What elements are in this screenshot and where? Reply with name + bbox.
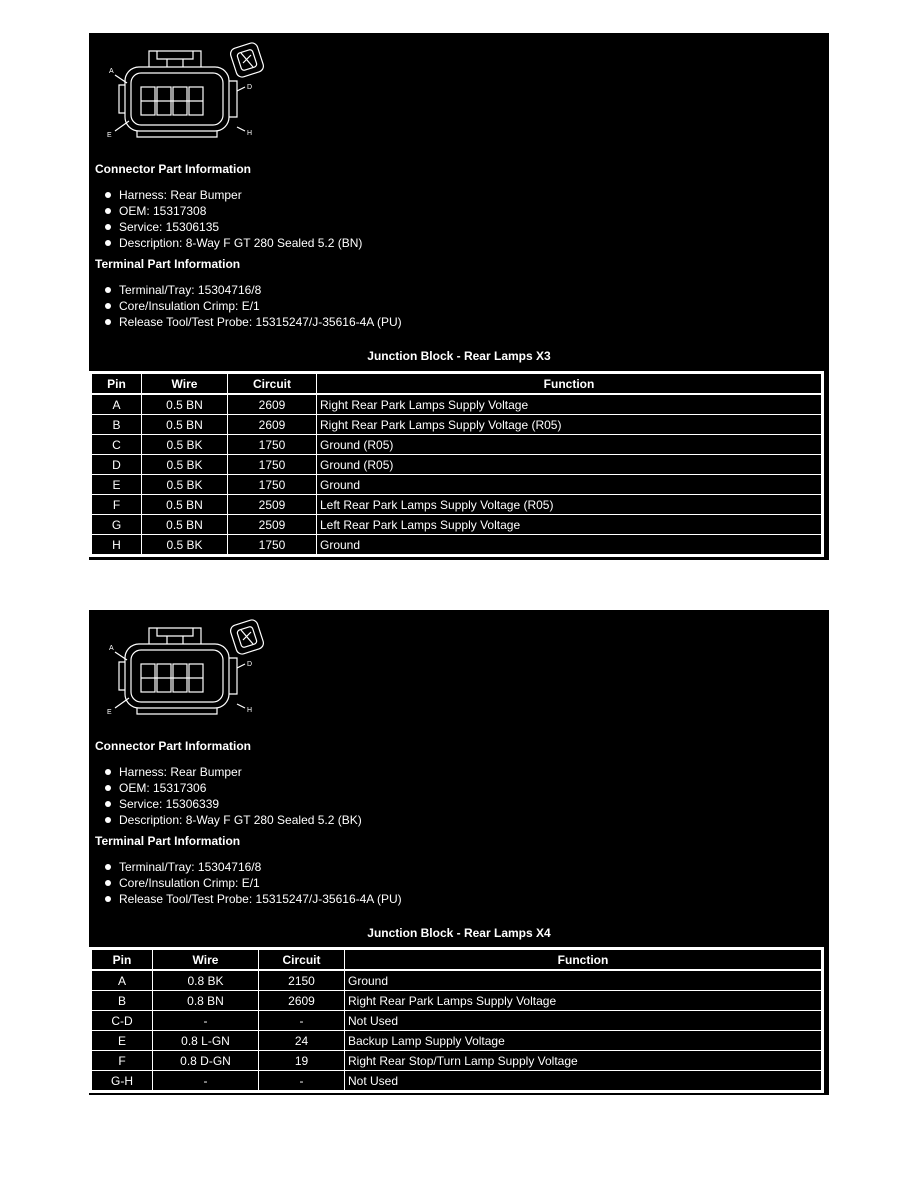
pin-label-h: H bbox=[247, 130, 253, 137]
pinout-table bbox=[91, 373, 822, 555]
pin-cell: D bbox=[92, 455, 142, 475]
pin-label-h: H bbox=[247, 707, 253, 714]
wire-cell: - bbox=[153, 1071, 259, 1091]
function-cell: Right Rear Park Lamps Supply Voltage (R05) bbox=[317, 415, 822, 435]
column-header: Wire bbox=[142, 374, 228, 395]
wire-cell: 0.5 BN bbox=[142, 515, 228, 535]
column-header: Circuit bbox=[259, 950, 345, 971]
column-header: Function bbox=[345, 950, 822, 971]
table-row bbox=[92, 1071, 822, 1091]
column-header: Pin bbox=[92, 950, 153, 971]
column-header: Pin bbox=[92, 374, 142, 395]
circuit-cell: 2150 bbox=[259, 970, 345, 991]
function-cell: Ground bbox=[317, 535, 822, 555]
function-cell: Ground (R05) bbox=[317, 435, 822, 455]
pin-label-e: E bbox=[107, 709, 112, 716]
circuit-cell: 2509 bbox=[228, 495, 317, 515]
table-row bbox=[92, 970, 822, 991]
list-item: Core/Insulation Crimp: E/1 bbox=[103, 298, 402, 314]
list-item: Harness: Rear Bumper bbox=[103, 764, 362, 780]
list-item: OEM: 15317306 bbox=[103, 780, 362, 796]
wire-cell: 0.5 BN bbox=[142, 415, 228, 435]
function-cell: Right Rear Stop/Turn Lamp Supply Voltage bbox=[345, 1051, 822, 1071]
table-row bbox=[92, 455, 822, 475]
pin-cell: E bbox=[92, 1031, 153, 1051]
connector-panel-x4 bbox=[89, 610, 829, 1095]
circuit-cell: 2609 bbox=[228, 394, 317, 415]
pin-cell: A bbox=[92, 970, 153, 991]
pin-cell: A bbox=[92, 394, 142, 415]
table-row bbox=[92, 415, 822, 435]
function-cell: Right Rear Park Lamps Supply Voltage bbox=[345, 991, 822, 1011]
list-item: Service: 15306135 bbox=[103, 219, 362, 235]
connector-info-list bbox=[103, 187, 362, 251]
pin-cell: G bbox=[92, 515, 142, 535]
list-item: Harness: Rear Bumper bbox=[103, 187, 362, 203]
column-header: Function bbox=[317, 374, 822, 395]
pin-cell: G-H bbox=[92, 1071, 153, 1091]
pin-cell: E bbox=[92, 475, 142, 495]
pin-cell: F bbox=[92, 495, 142, 515]
wire-cell: 0.5 BK bbox=[142, 475, 228, 495]
list-item: Core/Insulation Crimp: E/1 bbox=[103, 875, 402, 891]
list-item: Description: 8-Way F GT 280 Sealed 5.2 (BK) bbox=[103, 812, 362, 828]
pin-label-e: E bbox=[107, 132, 112, 139]
pin-label-d: D bbox=[247, 661, 253, 668]
table-header-row bbox=[92, 950, 822, 971]
circuit-cell: 1750 bbox=[228, 475, 317, 495]
circuit-cell: 24 bbox=[259, 1031, 345, 1051]
pin-cell: F bbox=[92, 1051, 153, 1071]
terminal-info-heading: Terminal Part Information bbox=[95, 834, 241, 848]
table-row bbox=[92, 495, 822, 515]
list-item: Terminal/Tray: 15304716/8 bbox=[103, 859, 402, 875]
pin-label-d: D bbox=[247, 84, 253, 91]
wire-cell: 0.5 BN bbox=[142, 495, 228, 515]
table-row bbox=[92, 515, 822, 535]
pin-label-a: A bbox=[109, 645, 114, 652]
wire-cell: 0.5 BK bbox=[142, 535, 228, 555]
connector-info-list bbox=[103, 764, 362, 828]
column-header: Wire bbox=[153, 950, 259, 971]
table-row bbox=[92, 475, 822, 495]
wire-cell: 0.5 BK bbox=[142, 455, 228, 475]
pin-cell: C bbox=[92, 435, 142, 455]
list-item: OEM: 15317308 bbox=[103, 203, 362, 219]
list-item: Release Tool/Test Probe: 15315247/J-35616-4A (PU) bbox=[103, 891, 402, 907]
function-cell: Not Used bbox=[345, 1071, 822, 1091]
table-row bbox=[92, 1011, 822, 1031]
table-header-row bbox=[92, 374, 822, 395]
terminal-info-heading: Terminal Part Information bbox=[95, 257, 241, 271]
circuit-cell: 1750 bbox=[228, 435, 317, 455]
table-row bbox=[92, 535, 822, 555]
table-row bbox=[92, 1051, 822, 1071]
terminal-info-list bbox=[103, 859, 402, 907]
column-header: Circuit bbox=[228, 374, 317, 395]
connector-diagram-icon bbox=[101, 614, 269, 722]
list-item: Terminal/Tray: 15304716/8 bbox=[103, 282, 402, 298]
pin-cell: H bbox=[92, 535, 142, 555]
table-row bbox=[92, 435, 822, 455]
circuit-cell: 2509 bbox=[228, 515, 317, 535]
pinout-table bbox=[91, 949, 822, 1091]
function-cell: Backup Lamp Supply Voltage bbox=[345, 1031, 822, 1051]
circuit-cell: - bbox=[259, 1011, 345, 1031]
wire-cell: 0.8 BN bbox=[153, 991, 259, 1011]
table-row bbox=[92, 991, 822, 1011]
wire-cell: 0.8 L-GN bbox=[153, 1031, 259, 1051]
wire-cell: 0.5 BK bbox=[142, 435, 228, 455]
list-item: Service: 15306339 bbox=[103, 796, 362, 812]
wire-cell: 0.8 BK bbox=[153, 970, 259, 991]
function-cell: Ground bbox=[317, 475, 822, 495]
connector-diagram-icon bbox=[101, 37, 269, 145]
table-title: Junction Block - Rear Lamps X4 bbox=[367, 926, 551, 940]
pin-cell: B bbox=[92, 991, 153, 1011]
circuit-cell: - bbox=[259, 1071, 345, 1091]
connector-panel-x3 bbox=[89, 33, 829, 560]
list-item: Description: 8-Way F GT 280 Sealed 5.2 (BN) bbox=[103, 235, 362, 251]
pin-label-a: A bbox=[109, 68, 114, 75]
wire-cell: - bbox=[153, 1011, 259, 1031]
table-row bbox=[92, 1031, 822, 1051]
function-cell: Right Rear Park Lamps Supply Voltage bbox=[317, 394, 822, 415]
table-row bbox=[92, 394, 822, 415]
list-item: Release Tool/Test Probe: 15315247/J-35616-4A (PU) bbox=[103, 314, 402, 330]
terminal-info-list bbox=[103, 282, 402, 330]
function-cell: Ground (R05) bbox=[317, 455, 822, 475]
circuit-cell: 19 bbox=[259, 1051, 345, 1071]
wire-cell: 0.5 BN bbox=[142, 394, 228, 415]
function-cell: Left Rear Park Lamps Supply Voltage bbox=[317, 515, 822, 535]
circuit-cell: 1750 bbox=[228, 535, 317, 555]
table-title: Junction Block - Rear Lamps X3 bbox=[367, 349, 551, 363]
pin-cell: C-D bbox=[92, 1011, 153, 1031]
pin-cell: B bbox=[92, 415, 142, 435]
connector-info-heading: Connector Part Information bbox=[95, 739, 252, 753]
function-cell: Ground bbox=[345, 970, 822, 991]
function-cell: Not Used bbox=[345, 1011, 822, 1031]
circuit-cell: 2609 bbox=[259, 991, 345, 1011]
wire-cell: 0.8 D-GN bbox=[153, 1051, 259, 1071]
connector-info-heading: Connector Part Information bbox=[95, 162, 252, 176]
circuit-cell: 1750 bbox=[228, 455, 317, 475]
function-cell: Left Rear Park Lamps Supply Voltage (R05) bbox=[317, 495, 822, 515]
circuit-cell: 2609 bbox=[228, 415, 317, 435]
